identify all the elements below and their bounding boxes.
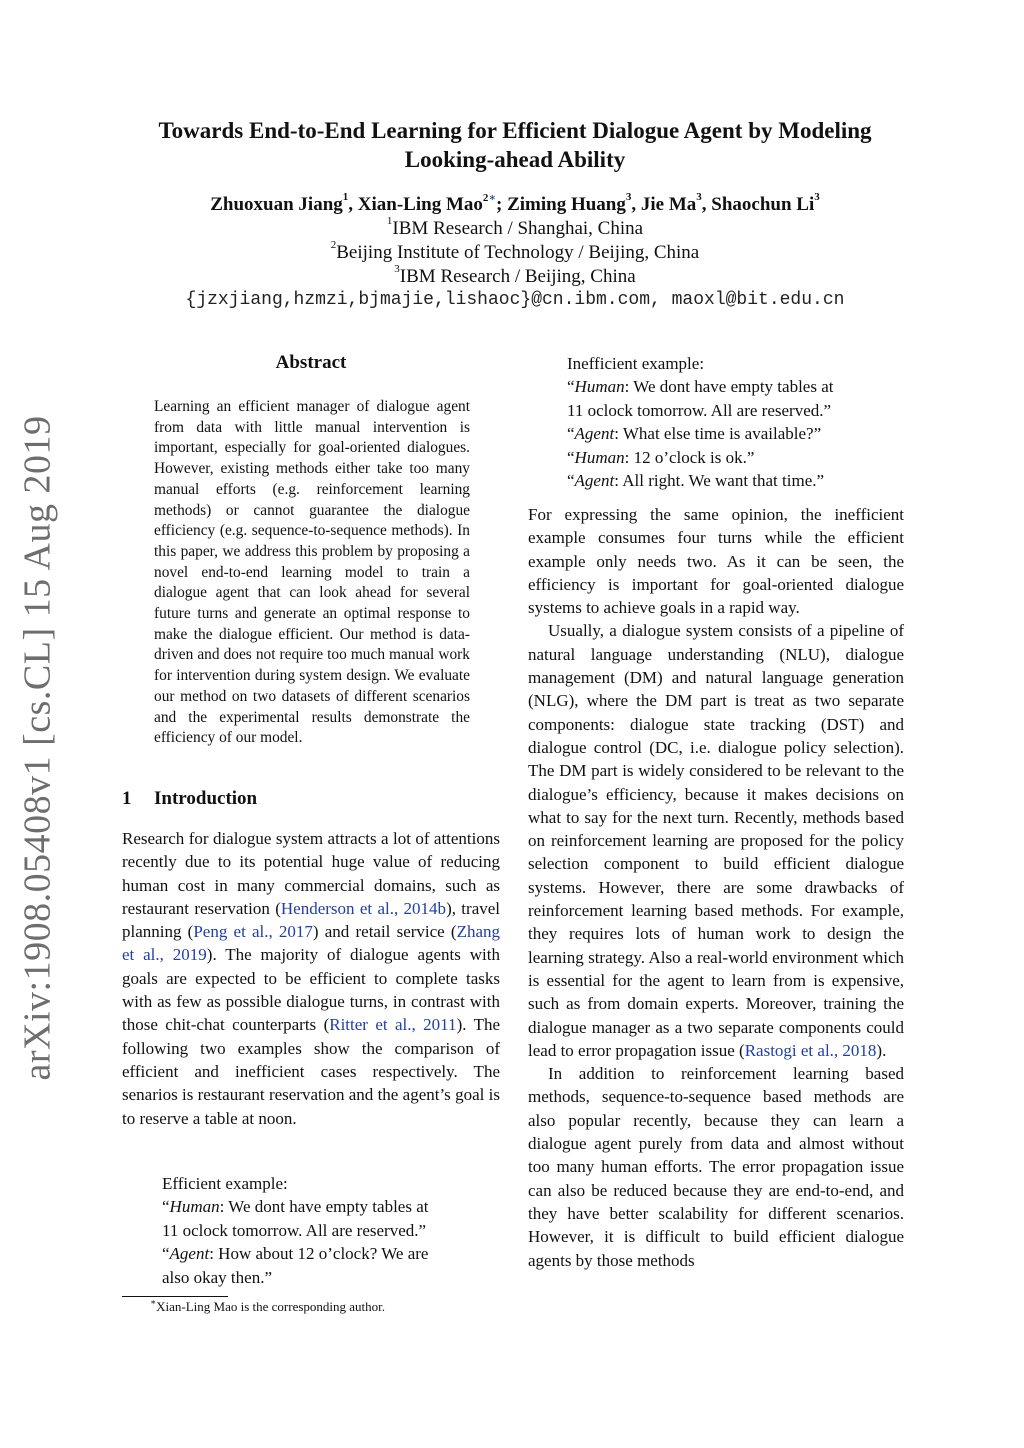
citation-link[interactable]: Rastogi et al., 2018: [744, 1040, 877, 1060]
affiliation: $^3$IBM Research / Beijing, China: [394, 263, 636, 287]
affiliation: $^1$IBM Research / Shanghai, China: [386, 215, 644, 239]
paragraph: Usually, a dialogue system consists of a pipeline of natural language understanding (NLU), dialogue management (DM) and natural language generation (NLG), where the DM part is treat as two separate components: dialogue state tracking (DST) and dialogue control (DC, i.e. dialogue policy selection). The DM part is widely considered to be relevant to the dialogue’s efficiency, because it makes decisions on what to say for the next turn. Recently, methods based on reinforcement learning are proposed for the policy selection component to build efficient dialogue systems. However, there are some drawbacks of reinforcement learning based methods. For example, they requires lots of human work to design the learning strategy. Also a real-world environment which is essential for the agent to learn from is expensive, such as from domain experts. Moreover, training the dialogue manager as a two separate components could lead to error propagation issue (Rastogi et al., 2018).: [528, 621, 904, 1060]
intro-paragraph: Research for dialogue system attracts a lot of attentions recently due to its potential huge value of reducing human cost in many commercial domains, such as restaurant reservation (Henderson et al., 2014b), travel planning (Peng et al., 2017) and retail service (Zhang et al., 2019). The majority of dialogue agents with goals are expected to be efficient to complete tasks with as few as possible dialogue turns, in contrast with those chit-chat counterparts (Ritter et al., 2011). The following two examples show the comparison of efficient and inefficient cases respectively. The senarios is restaurant reservation and the agent’s goal is to reserve a table at noon.: [122, 829, 501, 1128]
paragraph: In addition to reinforcement learning based methods, sequence-to-sequence based methods are also popular recently, because they can learn a dialogue agent purely from data and almost without too many human efforts. The error propagation issue can also be reduced because they are end-to-end, and they have better scalability for different scenarios. However, it is difficult to build efficient dialogue agents by those methods: [528, 1064, 904, 1270]
example-line: “Agent: All right. We want that time.”: [567, 471, 825, 491]
paper-title: Towards End-to-End Learning for Efficient Dialogue Agent by Modeling Looking-ahead Ability: [158, 118, 872, 172]
arxiv-identifier: arXiv:1908.05408v1 [cs.CL] 15 Aug 2019: [16, 415, 59, 1081]
abstract-heading: Abstract: [275, 352, 347, 373]
author-name: Zhuoxuan Jiang: [210, 194, 343, 215]
author-list: Zhuoxuan Jiang$^1$, Xian-Ling Mao$^{2∗}$; Ziming Huang$^3$, Jie Ma$^3$, Shaochun Li$^3$: [210, 191, 820, 215]
citation-link[interactable]: Peng et al., 2017: [193, 922, 313, 942]
paragraph: For expressing the same opinion, the inefficient example consumes four turns while the efficient example only needs two. As it can be seen, the efficiency is important for goal-oriented dialogue systems to achieve goals in a rapid way.: [528, 505, 904, 618]
example-line: “Agent: What else time is available?”: [567, 424, 822, 444]
author-name: Shaochun Li: [711, 194, 815, 215]
citation-link[interactable]: Ritter et al., 2011: [329, 1015, 457, 1035]
right-column-body: [528, 503, 904, 1272]
affiliation: $^2$Beijing Institute of Technology / Beijing, China: [330, 239, 700, 263]
example-line: 11 oclock tomorrow. All are reserved.”: [162, 1220, 427, 1240]
example-line: “Human: We dont have empty tables at: [567, 377, 834, 397]
citation-link[interactable]: Henderson et al., 2014b: [280, 898, 447, 918]
citation-link[interactable]: Zhang et al., 2019: [122, 922, 500, 965]
footnote-marker[interactable]: ∗: [488, 192, 496, 204]
inefficient-example: Inefficient example: “Human: We dont have empty tables at 11 oclock tomorrow. All are reserved.” “Agent: What else time is available?” “Human: 12 o’clock is ok.” “Agent: All right. We want that time.”: [567, 352, 833, 492]
footnote-rule: [122, 1296, 228, 1297]
author-emails: {jzxjiang,hzmzi,bjmajie,lishaoc}@cn.ibm.com, maoxl@bit.edu.cn: [185, 290, 845, 310]
footnote: ∗Xian-Ling Mao is the corresponding author.: [150, 1297, 386, 1314]
section-heading: 1 Introduction: [122, 788, 258, 809]
example-line: 11 oclock tomorrow. All are reserved.”: [567, 400, 832, 420]
example-line: “Human: 12 o’clock is ok.”: [567, 447, 755, 467]
example-line: “Human: We dont have empty tables at: [162, 1197, 429, 1217]
example-line: “Agent: How about 12 o’clock? We are: [162, 1244, 429, 1264]
author-name: Jie Ma: [640, 194, 697, 215]
example-line: also okay then.”: [162, 1267, 272, 1287]
author-name: Ziming Huang: [507, 194, 626, 215]
abstract-text: Learning an efficient manager of dialogue agent from data with little manual intervention is important, especially for goal-oriented dialogues. However, existing methods either take too many manual efforts (e.g. reinforcement learning methods) or cannot guarantee the dialogue efficiency (e.g. sequence-to-sequence methods). In this paper, we address this problem by proposing a novel end-to-end learning model to train a dialogue agent that can look ahead for several future turns and generate an optimal response to make the dialogue efficient. Our method is data-driven and does not require too much manual work for intervention during system design. We evaluate our method on two datasets of different scenarios and the experimental results demonstrate the efficiency of our model.: [154, 398, 470, 747]
efficient-example: Efficient example: “Human: We dont have empty tables at 11 oclock tomorrow. All are reserved.” “Agent: How about 12 o’clock? We are also okay then.”: [162, 1172, 428, 1289]
author-name: Xian-Ling Mao: [357, 194, 483, 215]
